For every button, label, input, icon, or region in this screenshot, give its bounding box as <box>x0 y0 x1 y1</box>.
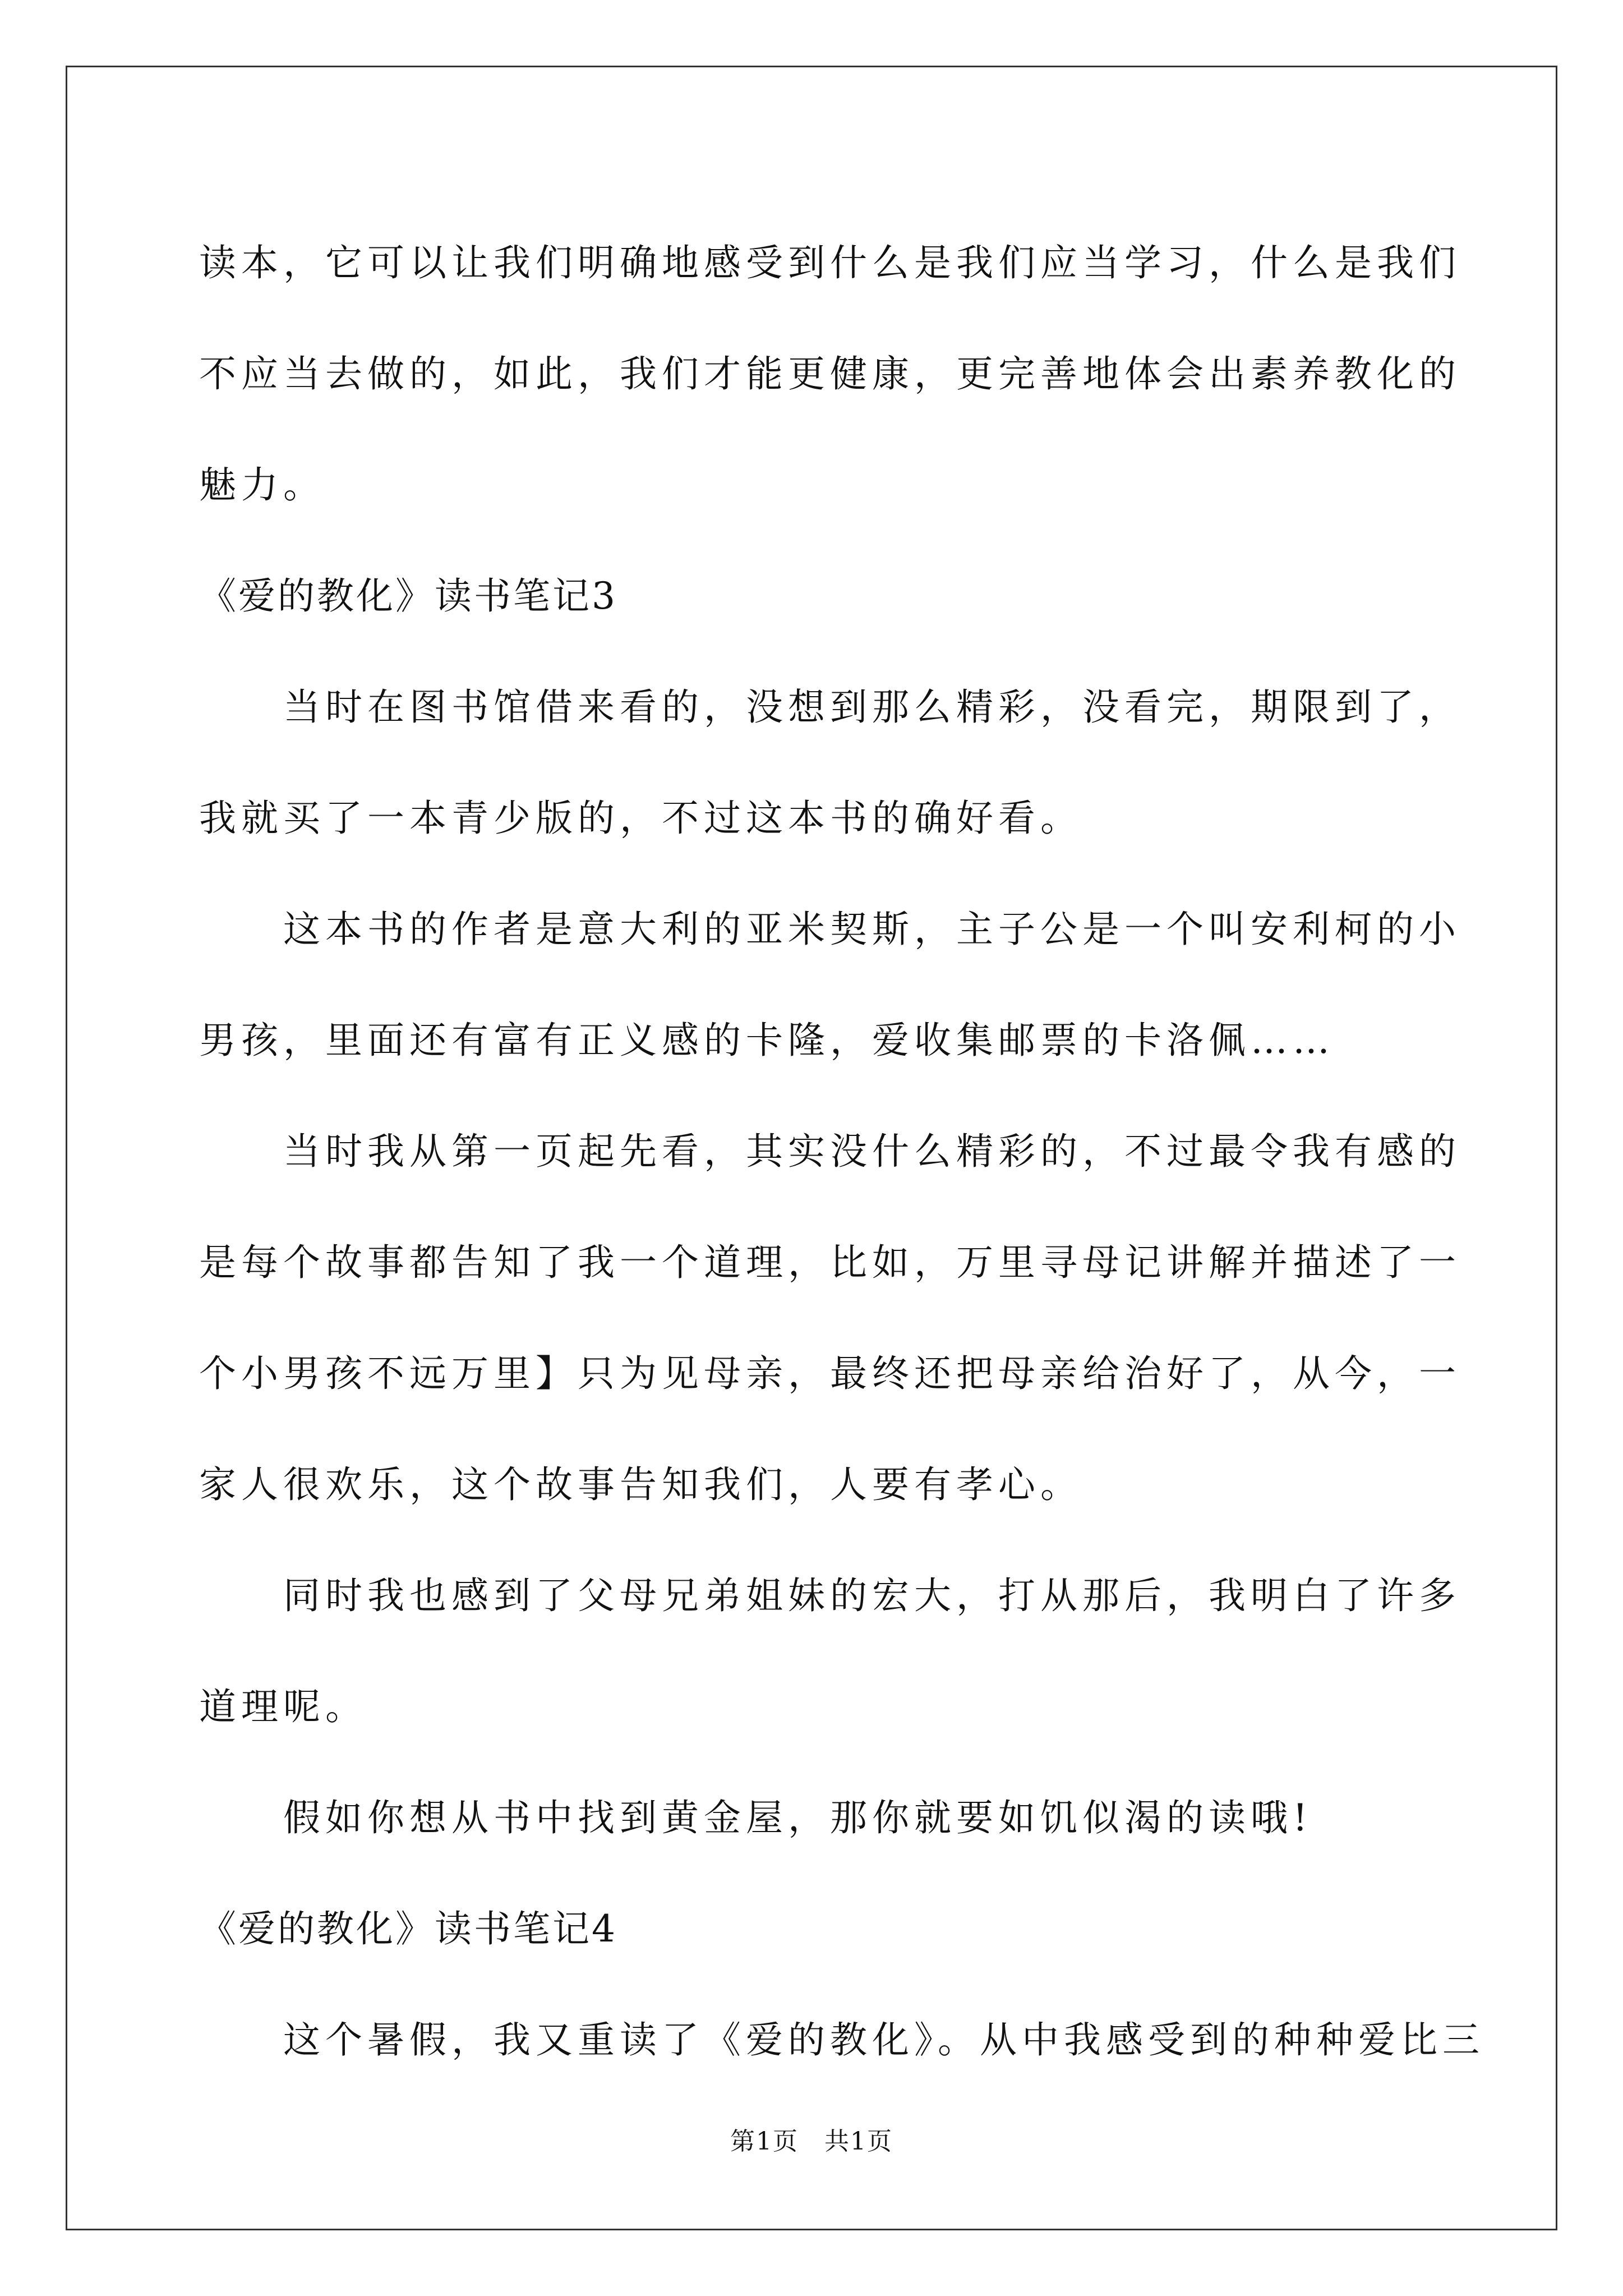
page-number: 第1页 <box>730 2127 799 2156</box>
text-line: 家人很欢乐，这个故事告知我们，人要有孝心。 <box>199 1463 1082 1506</box>
text-line: 是每个故事都告知了我一个道理，比如，万里寻母记讲解并描述了一 <box>199 1241 1461 1284</box>
section-heading-3: 《爱的教化》读书笔记3 <box>199 574 617 618</box>
page-footer <box>0 2125 1623 2159</box>
text-line: 个小男孩不远万里】只为见母亲，最终还把母亲给治好了，从今，一 <box>199 1352 1461 1395</box>
text-line: 假如你想从书中找到黄金屋，那你就要如饥似渴的读哦! <box>283 1796 1313 1839</box>
text-line: 道理呢。 <box>199 1685 367 1728</box>
text-line: 当时我从第一页起先看，其实没什么精彩的，不过最令我有感的 <box>283 1130 1461 1173</box>
text-line: 同时我也感到了父母兄弟姐妹的宏大，打从那后，我明白了许多 <box>283 1574 1461 1617</box>
page-total: 共1页 <box>824 2127 893 2156</box>
text-line: 这本书的作者是意大利的亚米契斯，主子公是一个叫安利柯的小 <box>283 908 1461 951</box>
text-line: 不应当去做的，如此，我们才能更健康，更完善地体会出素养教化的 <box>199 352 1461 395</box>
text-line: 读本，它可以让我们明确地感受到什么是我们应当学习，什么是我们 <box>199 241 1461 284</box>
text-line: 男孩，里面还有富有正义感的卡隆，爱收集邮票的卡洛佩…… <box>199 1019 1335 1062</box>
section-heading-4: 《爱的教化》读书笔记4 <box>199 1907 617 1950</box>
text-line: 这个暑假，我又重读了《爱的教化》。从中我感受到的种种爱比三 <box>283 2018 1484 2062</box>
document-body <box>199 208 1484 2096</box>
text-line: 当时在图书馆借来看的，没想到那么精彩，没看完，期限到了， <box>283 685 1461 729</box>
text-line: 我就买了一本青少版的，不过这本书的确好看。 <box>199 797 1082 840</box>
text-line: 魅力。 <box>199 463 325 507</box>
